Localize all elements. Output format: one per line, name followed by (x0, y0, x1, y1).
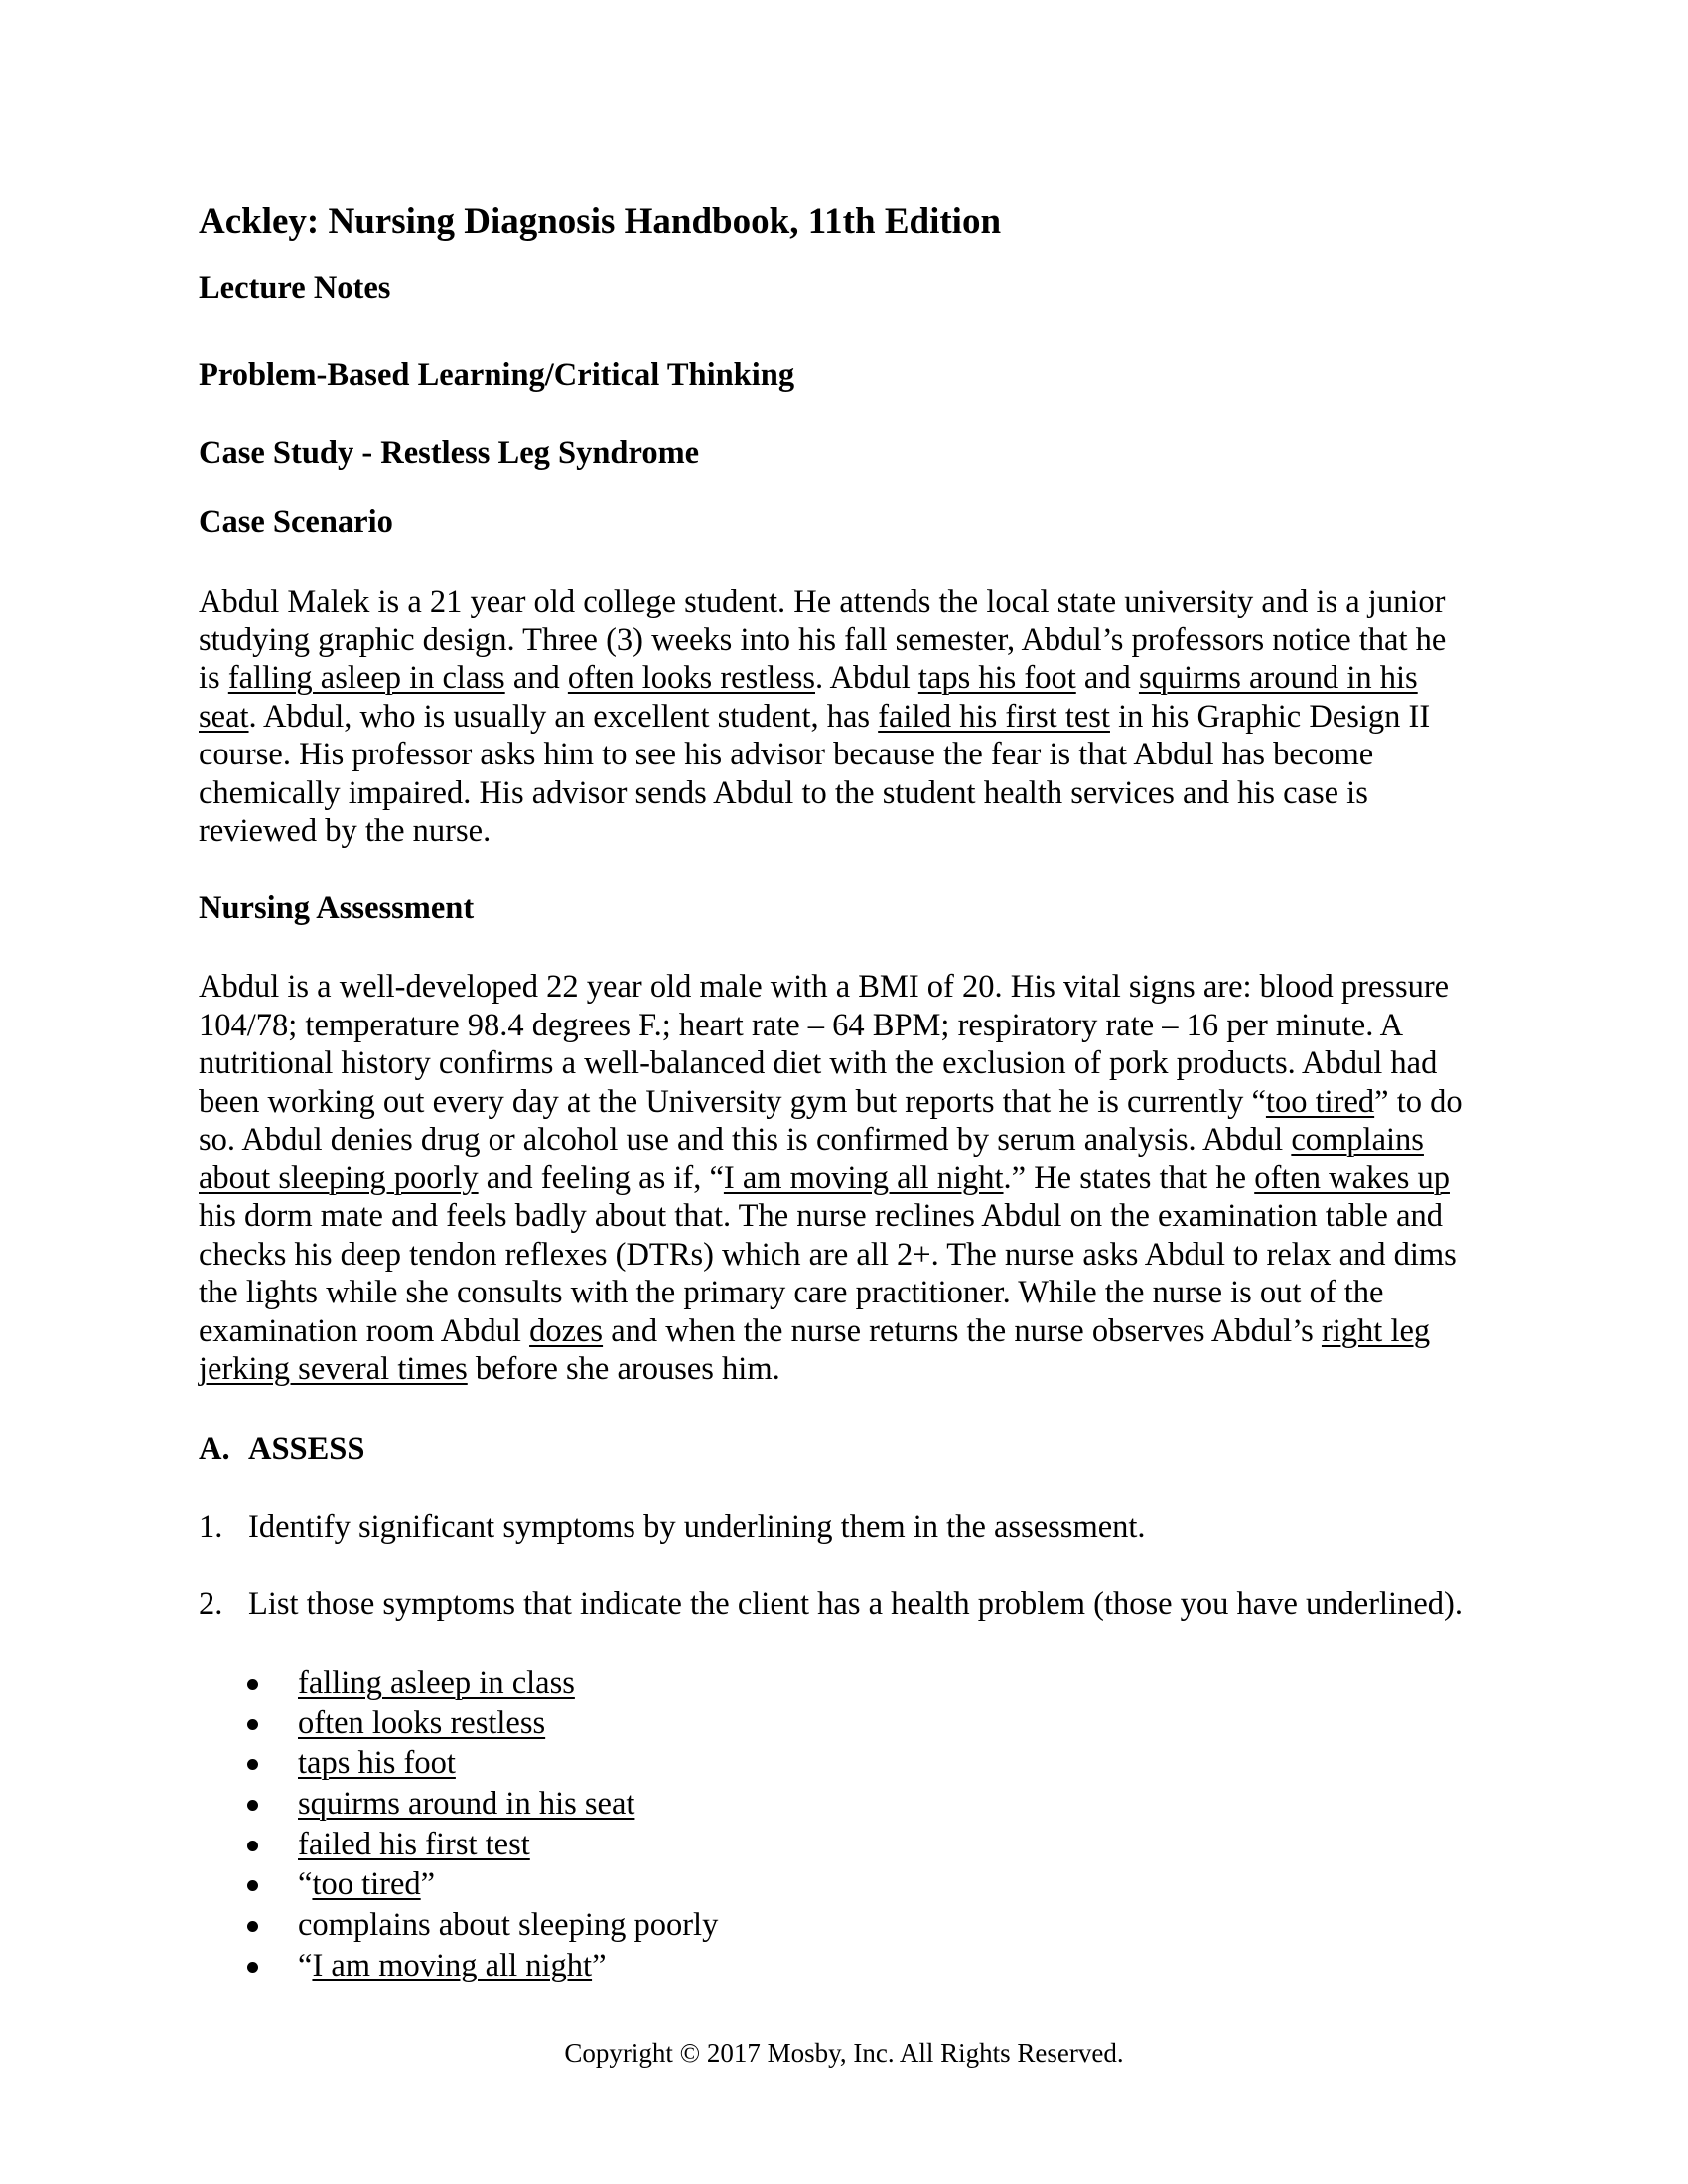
paragraph-line (199, 812, 1446, 851)
paragraph-line (199, 659, 1446, 698)
paragraph-line (199, 621, 1446, 660)
underlined-symptom: often looks restless (567, 660, 816, 696)
text-run: and (1075, 660, 1139, 696)
text-run: ” (592, 1947, 607, 1983)
item-text: Identify significant symptoms by underlining them in the assessment. (248, 1509, 1146, 1545)
symptom-text (298, 1825, 530, 1865)
assess-marker: A. (199, 1432, 230, 1467)
underlined-symptom: failed his first test (878, 698, 1110, 735)
paragraph-line (199, 1236, 1463, 1275)
item-number: 1. (199, 1509, 223, 1545)
text-run: . Abdul, who is usually an excellent student, has (248, 698, 879, 735)
text-run: . Abdul (815, 660, 918, 696)
underlined-symptom: dozes (529, 1312, 604, 1349)
text-run: nutritional history confirms a well-balanced diet with the exclusion of pork products. Abdul had (199, 1045, 1438, 1081)
subtitle-lecture-notes: Lecture Notes (199, 270, 391, 306)
underlined-symptom: often wakes up (1254, 1160, 1450, 1196)
underlined-symptom: often looks restless (298, 1705, 546, 1741)
text-run: his dorm mate and feels badly about that. The nurse reclines Abdul on the examination table and (199, 1198, 1444, 1234)
paragraph-line (199, 1274, 1463, 1312)
text-run: reviewed by the nurse. (199, 813, 492, 849)
underlined-symptom: taps his foot (917, 660, 1076, 696)
text-run: checks his deep tendon reflexes (DTRs) which are all 2+. The nurse asks Abdul to relax and dims (199, 1236, 1457, 1273)
symptom-text (298, 1864, 435, 1905)
text-run: ” (420, 1866, 436, 1903)
case-study-heading: Case Study - Restless Leg Syndrome (199, 435, 700, 471)
paragraph-line (199, 1007, 1463, 1045)
text-run: and (504, 660, 568, 696)
underlined-symptom: right leg (1321, 1312, 1431, 1349)
copyright-footer: Copyright © 2017 Mosby, Inc. All Rights Reserved. (564, 2038, 1124, 2068)
underlined-symptom: about sleeping poorly (199, 1160, 479, 1196)
paragraph-line (199, 698, 1446, 737)
text-run: been working out every day at the University gym but reports that he is currently “ (199, 1083, 1266, 1120)
text-run: “ (298, 1866, 313, 1903)
nursing-assessment-heading: Nursing Assessment (199, 890, 475, 926)
case-scenario-paragraph (199, 583, 1446, 851)
underlined-symptom: failed his first test (298, 1826, 530, 1862)
underlined-symptom: too tired (312, 1866, 421, 1903)
paragraph-line (199, 583, 1446, 621)
bullet-icon (247, 1880, 258, 1891)
symptom-text (298, 1905, 718, 1946)
text-run: in his Graphic Design II (1109, 698, 1431, 735)
text-run: examination room Abdul (199, 1312, 530, 1349)
bullet-icon (247, 1921, 258, 1932)
paragraph-line (199, 1083, 1463, 1122)
symptom-text (298, 1704, 545, 1744)
symptom-text (298, 1784, 634, 1825)
paragraph-line (199, 1312, 1463, 1351)
underlined-symptom: I am moving all night (312, 1947, 593, 1983)
paragraph-line (199, 774, 1446, 813)
underlined-symptom: seat (199, 698, 249, 735)
underlined-symptom: complains (1291, 1122, 1424, 1158)
symptom-text (298, 1946, 607, 1986)
assess-item-2 (199, 1584, 1489, 1624)
paragraph-line (199, 968, 1463, 1007)
text-run: “ (298, 1947, 313, 1983)
assess-heading (199, 1430, 1489, 1469)
paragraph-line (199, 1197, 1463, 1236)
underlined-symptom: taps his foot (298, 1745, 456, 1782)
paragraph-line (199, 1160, 1463, 1198)
text-run: chemically impaired. His advisor sends Abdul to the student health services and his case is (199, 774, 1368, 811)
text-run: studying graphic design. Three (3) weeks into his fall semester, Abdul’s professors notice that he (199, 621, 1447, 658)
paragraph-line (199, 736, 1446, 774)
underlined-symptom: I am moving all night (723, 1160, 1004, 1196)
text-run: so. Abdul denies drug or alcohol use and this is confirmed by serum analysis. Abdul (199, 1122, 1292, 1158)
bullet-icon (247, 1719, 258, 1730)
text-run: .” He states that he (1003, 1160, 1255, 1196)
text-run: is (199, 660, 228, 696)
bullet-icon (247, 1759, 258, 1770)
bullet-icon (247, 1841, 258, 1851)
underlined-symptom: squirms around in his seat (298, 1786, 635, 1823)
text-run: Abdul is a well-developed 22 year old male with a BMI of 20. His vital signs are: blood pressure (199, 969, 1450, 1005)
underlined-symptom: falling asleep in class (298, 1665, 575, 1701)
paragraph-line (199, 1121, 1463, 1160)
text-run: complains about sleeping poorly (298, 1907, 719, 1944)
text-run: 104/78; temperature 98.4 degrees F.; heart rate – 64 BPM; respiratory rate – 16 per minute. A (199, 1007, 1404, 1043)
text-run: Abdul Malek is a 21 year old college student. He attends the local state university and is a junior (199, 584, 1446, 619)
section-heading: Problem-Based Learning/Critical Thinking (199, 357, 795, 393)
text-run: ” to do (1374, 1083, 1463, 1120)
underlined-symptom: jerking several times (199, 1351, 468, 1387)
bullet-icon (247, 1962, 258, 1973)
text-run: and feeling as if, “ (478, 1160, 724, 1196)
item-text: List those symptoms that indicate the client has a health problem (those you have underlined). (248, 1586, 1463, 1622)
document-title: Ackley: Nursing Diagnosis Handbook, 11th Edition (199, 202, 1002, 242)
text-run: and when the nurse returns the nurse observes Abdul’s (603, 1312, 1322, 1349)
nursing-assessment-paragraph (199, 968, 1463, 1389)
underlined-symptom: falling asleep in class (227, 660, 505, 696)
paragraph-line (199, 1044, 1463, 1083)
text-run: the lights while she consults with the primary care practitioner. While the nurse is out of the (199, 1275, 1384, 1310)
symptom-text (298, 1663, 575, 1704)
assess-item-1 (199, 1507, 1489, 1547)
bullet-icon (247, 1800, 258, 1811)
underlined-symptom: too tired (1265, 1083, 1375, 1120)
assess-heading-text: ASSESS (248, 1432, 365, 1467)
text-run: course. His professor asks him to see his advisor because the fear is that Abdul has become (199, 737, 1374, 772)
underlined-symptom: squirms around in his (1138, 660, 1418, 696)
bullet-icon (247, 1679, 258, 1690)
paragraph-line (199, 1350, 1463, 1389)
case-scenario-heading: Case Scenario (199, 504, 393, 540)
text-run: before she arouses him. (467, 1351, 780, 1387)
item-number: 2. (199, 1586, 223, 1622)
symptom-text (298, 1743, 456, 1784)
